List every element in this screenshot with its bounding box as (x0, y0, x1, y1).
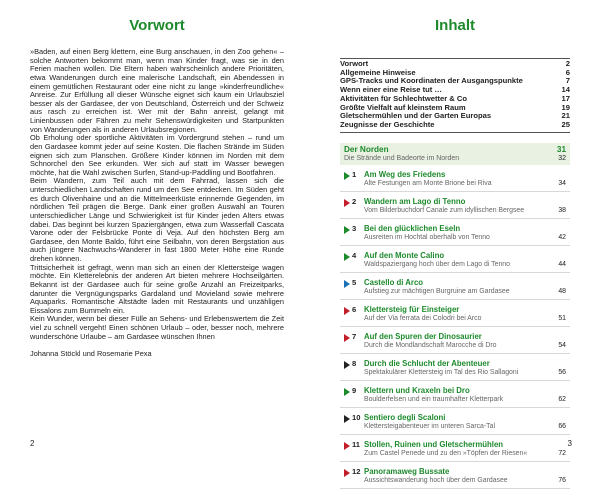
foreword-paragraph: Ob Erholung oder sportliche Aktivitäten im Vordergrund stehen – rund um den Gardasee kommt jeder auf seine Kosten. Die flachen Strände im Süden eignen sich zum Planschen. Größere Kinder können im Norden mit dem Schnorchel den See erkunden. Wer sich auf statt im Wasser bewegen möchte, hat die Wahl zwischen Surfen, Stand-up-Paddling und Bootfahren. (30, 133, 284, 177)
toc-page: 19 (561, 102, 570, 112)
toc-label: Größte Vielfalt auf kleinstem Raum (340, 102, 466, 112)
tour-entry[interactable] (340, 381, 570, 408)
tour-title: Am Weg des Friedens (364, 169, 446, 179)
difficulty-marker-icon (344, 307, 350, 315)
tour-entry[interactable] (340, 273, 570, 300)
signature: Johanna Stöckl und Rosemarie Pexa (30, 349, 152, 359)
toc-page: 6 (565, 67, 570, 77)
tour-entry[interactable] (340, 165, 570, 192)
foreword-title: Vorwort (129, 17, 185, 34)
tour-subtitle: Ausreiten im Hochtal oberhalb von Tenno (364, 233, 490, 241)
tour-number: 2 (352, 196, 357, 206)
toc-label: GPS-Tracks und Koordinaten der Ausgangspunkte (340, 76, 523, 86)
page-number-left: 2 (30, 439, 35, 448)
difficulty-marker-icon (344, 226, 350, 234)
tour-page: 66 (558, 422, 566, 430)
tour-title: Klettersteig für Einsteiger (364, 304, 460, 314)
tour-entry[interactable] (340, 246, 570, 273)
difficulty-marker-icon (344, 334, 350, 342)
tour-number: 7 (352, 331, 357, 341)
tour-title: Bei den glücklichen Eseln (364, 223, 461, 233)
tour-title: Sentiero degli Scaloni (364, 412, 446, 422)
toc-label: Allgemeine Hinweise (340, 67, 416, 77)
tour-number: 10 (352, 412, 361, 422)
toc-entry[interactable] (340, 121, 570, 130)
tour-subtitle: Auf der Via ferrata dei Colodri bei Arco (364, 314, 482, 322)
page-number-right: 3 (567, 439, 572, 448)
page-right (300, 0, 600, 484)
tour-number: 12 (352, 466, 361, 476)
toc-label: Aktivitäten für Schlechtwetter & Co (340, 93, 468, 103)
difficulty-marker-icon (344, 361, 350, 369)
tour-subtitle: Vom Bilderbuchdorf Canale zum idyllischen Bergsee (364, 206, 525, 214)
toc-label: Vorwort (340, 59, 369, 68)
toc-label: Wenn einer eine Reise tut … (340, 85, 442, 95)
tour-page: 76 (558, 476, 566, 484)
tour-entry[interactable] (340, 300, 570, 327)
difficulty-marker-icon (344, 442, 350, 450)
tour-number: 3 (352, 223, 357, 233)
tour-page: 54 (558, 341, 566, 349)
tour-title: Durch die Schlucht der Abenteuer (364, 358, 490, 368)
tour-title: Wandern am Lago di Tenno (364, 196, 466, 206)
tour-page: 34 (558, 179, 566, 187)
toc-page: 17 (561, 93, 570, 103)
tour-subtitle: Zum Castel Penede und zu den »Töpfen der Riesen« (364, 449, 528, 457)
tour-page: 38 (558, 206, 566, 214)
foreword-text (30, 48, 284, 341)
tour-page: 44 (558, 260, 566, 268)
toc-page: 14 (561, 85, 570, 95)
tour-entry[interactable] (340, 408, 570, 435)
tour-title: Castello di Arco (364, 277, 424, 287)
region-subtitle-page: 32 (558, 154, 566, 162)
tour-entry[interactable] (340, 327, 570, 354)
tour-number: 5 (352, 277, 357, 287)
tour-number: 6 (352, 304, 357, 314)
toc-label: Gletschermühlen und der Garten Europas (340, 111, 492, 121)
contents-title: Inhalt (435, 17, 475, 34)
tour-page: 48 (558, 287, 566, 295)
tour-number: 8 (352, 358, 357, 368)
foreword-paragraph: Kein Wunder, wenn bei dieser Fülle an Sehens- und Erlebenswertem die Zeit viel zu schnell vergeht! Einen schönen Urlaub – oder, besser noch, mehrere wunderschöne Urlaube – am Gardasee wünschen Ihnen (30, 314, 284, 341)
toc-divider (340, 132, 570, 133)
tour-page: 51 (558, 314, 566, 322)
region-header[interactable] (340, 143, 570, 165)
tour-subtitle: Durch die Mondlandschaft Marocche di Dro (364, 341, 497, 349)
difficulty-marker-icon (344, 253, 350, 261)
foreword-paragraph: Trittsicherheit ist gefragt, wenn man sich an einen der Klettersteige wagen möchte. Ein Kletterelebnis der anderen Art bieten mehrere Hochseilgärten. Bekannt ist der Gardasee auch für seine große Anzahl an Freizeitparks, darunter die Vergnügungsparks Gardaland und Movieland sowie mehrere Aquaparks. Romantische Altstädte laden mit Restaurants und unzähligen Eissalons zum Bummeln ein. (30, 262, 284, 315)
foreword-paragraph: »Baden, auf einen Berg klettern, eine Burg anschauen, in den Zoo gehen« – solche Antworten bekommt man, wenn man Kinder fragt, was sie in den Ferien machen wollen. Die Eltern haben wahrscheinlich andere Prioritäten, etwa Wanderungen durch eine malerische Landschaft, ein Abendessen in einem gemütlichen Restaurant oder eine nicht zu lange »kinderfreundliche« Anreise. Zur Erfüllung all dieser Wünsche eignet sich kaum ein Urlaubsziel besser als der Gardasee, der von Deutschland, Österreich und der Schweiz aus rasch zu erreichen ist. Wer mit der Bahn anreist, gelangt mit Linienbussen oder Fähren zu mehr Sehenswürdigkeiten und Startpunkten von Wanderungen als in anderen Urlaubsregionen. (30, 47, 284, 134)
tour-subtitle: Aussichtswanderung hoch über dem Gardasee (364, 476, 508, 484)
tour-subtitle: Aufstieg zur mächtigen Burgruine am Gardasee (364, 287, 510, 295)
tour-subtitle: Spektakulärer Klettersteig im Tal des Rio Sallagoni (364, 368, 519, 376)
tour-entry[interactable] (340, 219, 570, 246)
tour-number: 1 (352, 169, 357, 179)
difficulty-marker-icon (344, 388, 350, 396)
tour-page: 42 (558, 233, 566, 241)
foreword-paragraph: Beim Wandern, zum Teil auch mit dem Fahrrad, lassen sich die unterschiedlichen Landschaften rund um den See entdecken. Im Süden geht es durch Olivenhaine und an die Mittelmeerküste erinnernde Gegenden, im nördlichen Teil prägen die Berge. Dank einer großen Auswahl an Touren unterschiedlicher Länge und Schwierigkeit ist für Kinder jeden Alters etwas dabei. Das beginnt bei kurzen Spaziergängen, etwa zum Wasserfall Cascata Varone oder der Felsbrücke Ponte di Veja. Auf den höchsten Berg am Gardasee, den Monte Baldo, führt eine Seilbahn, von deren Bergstation aus auch jüngere Nachwuchs-Wanderer in fast 1800 Meter Höhe eine Runde drehen können. (30, 176, 284, 263)
tour-page: 72 (558, 449, 566, 457)
toc-page: 7 (565, 76, 570, 86)
tour-page: 56 (558, 368, 566, 376)
tour-entry[interactable] (340, 435, 570, 462)
tour-title: Stollen, Ruinen und Gletschermühlen (364, 439, 504, 449)
toc-page: 2 (565, 59, 570, 68)
difficulty-marker-icon (344, 199, 350, 207)
tour-number: 9 (352, 385, 357, 395)
tour-entry[interactable] (340, 354, 570, 381)
difficulty-marker-icon (344, 469, 350, 477)
tour-page: 62 (558, 395, 566, 403)
toc-page: 21 (561, 111, 570, 121)
toc-page: 25 (561, 119, 570, 129)
region-title: Der Norden (344, 144, 389, 154)
tour-title: Auf den Spuren der Dinosaurier (364, 331, 482, 341)
tour-number: 11 (352, 439, 361, 449)
toc-label: Zeugnisse der Geschichte (340, 119, 435, 129)
tour-list (340, 165, 570, 489)
toc-general (340, 58, 570, 133)
difficulty-marker-icon (344, 172, 350, 180)
tour-subtitle: Klettersteigabenteuer im unteren Sarca-Tal (364, 422, 495, 430)
tour-title: Auf den Monte Calino (364, 250, 445, 260)
tour-entry[interactable] (340, 462, 570, 489)
region-page: 31 (556, 144, 566, 154)
tour-title: Klettern und Kraxeln bei Dro (364, 385, 470, 395)
tour-title: Panoramaweg Bussate (364, 466, 450, 476)
tour-subtitle: Waldspaziergang hoch über dem Lago di Tenno (364, 260, 510, 268)
difficulty-marker-icon (344, 415, 350, 423)
tour-subtitle: Alte Festungen am Monte Brione bei Riva (364, 179, 492, 187)
tour-subtitle: Boulderfelsen und ein traumhafter Kletterpark (364, 395, 504, 403)
tour-entry[interactable] (340, 192, 570, 219)
difficulty-marker-icon (344, 280, 350, 288)
tour-number: 4 (352, 250, 357, 260)
page-left (0, 0, 300, 480)
region-subtitle: Die Strände und Badeorte im Norden (344, 154, 460, 162)
